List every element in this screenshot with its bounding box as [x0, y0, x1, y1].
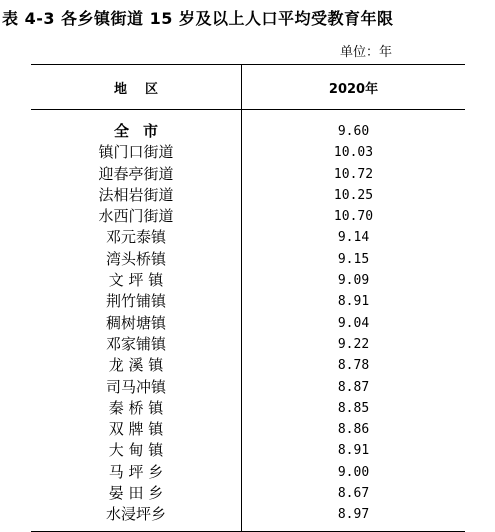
unit-label: 单位：年 — [340, 45, 393, 60]
area-name: 全市 — [113, 122, 172, 140]
area-name: 马 坪 乡 — [108, 462, 164, 481]
area-name: 湾头桥镇 — [105, 249, 166, 268]
table-row — [31, 398, 465, 419]
table-row — [31, 355, 465, 376]
area-name: 文 坪 镇 — [108, 271, 164, 290]
area-name: 稠树塘镇 — [105, 313, 166, 332]
table-row — [31, 504, 465, 525]
education-years-value: 8.87 — [337, 379, 370, 395]
education-years-value: 10.03 — [333, 145, 374, 161]
education-years-value: 8.86 — [337, 422, 370, 438]
area-name: 晏 田 乡 — [108, 484, 164, 503]
area-name: 迎春亭街道 — [98, 164, 174, 183]
table-row — [31, 249, 465, 270]
area-name: 司马冲镇 — [105, 377, 166, 396]
education-years-value: 9.15 — [337, 251, 370, 267]
table-row — [31, 334, 465, 355]
area-name: 秦 桥 镇 — [108, 398, 164, 417]
area-name: 镇门口街道 — [98, 143, 174, 162]
area-name: 邓家铺镇 — [105, 334, 166, 353]
header-area: 地区 — [113, 82, 176, 97]
area-name: 龙 溪 镇 — [108, 356, 164, 375]
education-years-value: 10.25 — [333, 187, 374, 203]
education-years-value: 9.14 — [337, 230, 370, 246]
table-row — [31, 164, 465, 185]
area-name: 水浸坪乡 — [105, 505, 166, 524]
header-year: 2020年 — [328, 82, 379, 97]
table-row-total — [31, 121, 465, 142]
education-years-value: 8.91 — [337, 294, 370, 310]
area-name: 邓元泰镇 — [105, 228, 166, 247]
table-row — [31, 291, 465, 312]
education-years-value: 9.04 — [337, 315, 370, 331]
education-years-value: 8.78 — [337, 358, 370, 374]
area-name: 荆竹铺镇 — [105, 292, 166, 311]
education-years-value: 8.85 — [337, 400, 370, 416]
area-name: 双 牌 镇 — [108, 420, 164, 439]
education-years-value: 9.09 — [337, 273, 370, 289]
table-body — [31, 121, 465, 526]
table-row — [31, 462, 465, 483]
education-years-value: 8.97 — [337, 507, 370, 523]
education-years-value: 10.70 — [333, 209, 374, 225]
table-row — [31, 270, 465, 291]
table-row — [31, 377, 465, 398]
education-years-value: 9.00 — [337, 464, 370, 480]
education-years-value: 9.22 — [337, 336, 370, 352]
table-row — [31, 227, 465, 248]
education-years-value: 9.60 — [337, 124, 370, 139]
table-row — [31, 440, 465, 461]
table-row — [31, 419, 465, 440]
table-title: 表 4-3 各乡镇街道 15 岁及以上人口平均受教育年限 — [2, 9, 394, 28]
education-years-value: 8.67 — [337, 486, 370, 502]
table-row — [31, 185, 465, 206]
education-years-value: 10.72 — [333, 166, 374, 182]
table-row — [31, 142, 465, 163]
table-row — [31, 313, 465, 334]
table-header-row — [31, 65, 465, 110]
table-row — [31, 483, 465, 504]
education-years-value: 8.91 — [337, 443, 370, 459]
area-name: 水西门街道 — [98, 207, 174, 226]
area-name: 法相岩街道 — [98, 185, 174, 204]
area-name: 大 甸 镇 — [108, 441, 164, 460]
data-table — [31, 64, 465, 532]
table-row — [31, 206, 465, 227]
